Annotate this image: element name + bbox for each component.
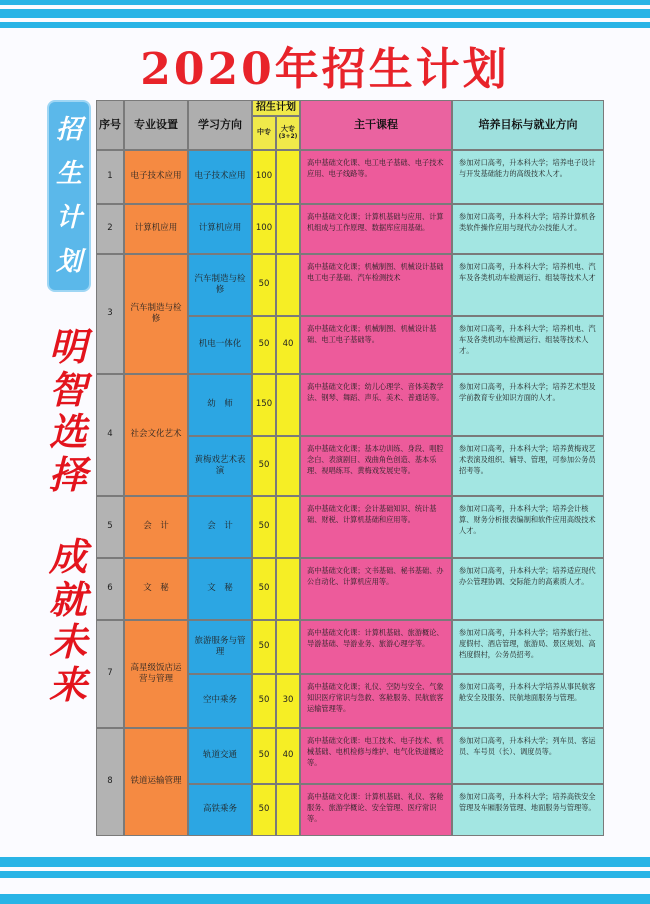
- group-major: 文 秘: [124, 558, 188, 620]
- page-title: 2020年招生计划: [140, 44, 510, 95]
- slogan-achieve-future: [42, 536, 94, 706]
- top-stripe-1: [0, 0, 650, 5]
- slogan-char: 未: [48, 619, 87, 665]
- goals-cell: 参加对口高考，升本科大学；培养适应现代办公管理协调、交际能力的高素质人才。: [452, 558, 604, 620]
- goals-cell: 参加对口高考，升本科大学；培养艺术型及学前教育专业知识方面的人才。: [452, 374, 604, 436]
- courses-cell: 高中基础文化课、电工电子基础、电子技术应用、电子线路等。: [300, 150, 452, 204]
- plan-zz-cell: 50: [252, 620, 276, 674]
- group-major: 电子技术应用: [124, 150, 188, 204]
- header-goals: 培养目标与就业方向: [452, 100, 604, 150]
- plan-dz-cell: [276, 254, 300, 316]
- side-label-char: 划: [55, 247, 82, 277]
- plan-zz-cell: 50: [252, 436, 276, 496]
- group-major: 汽车制造与检修: [124, 254, 188, 374]
- slogan-char: 成: [48, 534, 87, 579]
- slogan-char: 选: [48, 409, 87, 455]
- group-index: 7: [96, 620, 124, 728]
- direction-cell: 高铁乘务: [188, 784, 252, 836]
- header-plan-dz-note: (3+2): [278, 132, 298, 140]
- plan-zz-cell: 50: [252, 316, 276, 374]
- goals-cell: 参加对口高考，升本科大学；培养机电、汽车及各类机动车检测运行、组装等技术人才: [452, 254, 604, 316]
- plan-dz-cell: [276, 496, 300, 558]
- courses-cell: 高中基础文化课：计算机基础、礼仪、客舱服务、旅游学概论、安全管理、医疗常识等。: [300, 784, 452, 836]
- plan-dz-cell: [276, 784, 300, 836]
- slogan-char: 择: [48, 451, 87, 497]
- direction-cell: 机电一体化: [188, 316, 252, 374]
- courses-cell: 高中基础文化课；基本功训练、身段、唱腔念白、表演剧目、戏曲角色创造、基本乐理、视唱练耳、黄梅戏发展史等。: [300, 436, 452, 496]
- plan-dz-cell: [276, 150, 300, 204]
- header-plan-zz: 中专: [252, 116, 276, 150]
- goals-cell: 参加对口高考，升本科大学；培养旅行社、度假村、酒店管理，旅游局、景区规划、高档度假村，公务员招考。: [452, 620, 604, 674]
- plan-dz-cell: [276, 204, 300, 254]
- plan-zz-cell: 50: [252, 254, 276, 316]
- courses-cell: 高中基础文化课：电工技术、电子技术、机械基础、电机检修与维护、电气化铁道概论等。: [300, 728, 452, 784]
- direction-cell: 幼 师: [188, 374, 252, 436]
- header-plan: 招生计划: [252, 100, 300, 116]
- direction-cell: 汽车制造与检修: [188, 254, 252, 316]
- goals-cell: 参加对口高考，升本科大学；培养高铁安全管理及车厢服务管理、地面服务与管理等。: [452, 784, 604, 836]
- plan-dz-cell: [276, 374, 300, 436]
- plan-dz-cell: 30: [276, 674, 300, 728]
- courses-cell: 高中基础文化课；机械制图、机械设计基础、电工电子基础等。: [300, 316, 452, 374]
- goals-cell: 参加对口高考，升本科大学；培养机电、汽车及各类机动车检测运行、组装等技术人才。: [452, 316, 604, 374]
- slogan-char: 明: [48, 324, 87, 369]
- side-label-char: 招: [55, 115, 82, 145]
- side-label-box: [47, 100, 91, 292]
- slogan-char: 智: [48, 366, 87, 412]
- plan-zz-cell: 100: [252, 150, 276, 204]
- header-plan-dz-label: 大专: [281, 124, 295, 133]
- side-label-char: 计: [55, 203, 82, 233]
- header-courses: 主干课程: [300, 100, 452, 150]
- direction-cell: 会 计: [188, 496, 252, 558]
- goals-cell: 参加对口高考，升本科大学；列车员、客运员、车号员（长）、调度员等。: [452, 728, 604, 784]
- courses-cell: 高中基础文化课；计算机基础与应用、计算机组成与工作原理、数据库应用基础。: [300, 204, 452, 254]
- courses-cell: 高中基础文化课；会计基础知识、统计基础、财税、计算机基础和应用等。: [300, 496, 452, 558]
- courses-cell: 高中基础文化课；机械制图、机械设计基础电工电子基础、汽车检测技术: [300, 254, 452, 316]
- group-major: 会 计: [124, 496, 188, 558]
- side-label-char: 生: [55, 159, 82, 189]
- direction-cell: 轨道交通: [188, 728, 252, 784]
- plan-dz-cell: 40: [276, 316, 300, 374]
- direction-cell: 旅游服务与管理: [188, 620, 252, 674]
- goals-cell: 参加对口高考，升本科大学；培养电子设计与开发基础能力的高级技术人才。: [452, 150, 604, 204]
- enrollment-plan-table: [96, 100, 604, 836]
- group-major: 铁道运输管理: [124, 728, 188, 836]
- courses-cell: 高中基础文化课；文书基础、秘书基础、办公自动化、计算机应用等。: [300, 558, 452, 620]
- header-major: 专业设置: [124, 100, 188, 150]
- group-index: 8: [96, 728, 124, 836]
- bottom-stripe-3: [0, 894, 650, 904]
- group-major: 计算机应用: [124, 204, 188, 254]
- group-major: 社会文化艺术: [124, 374, 188, 496]
- slogan-wise-choice: [42, 326, 94, 496]
- goals-cell: 参加对口高考，升本科大学培养从事民航客舱安全及服务、民航地面服务与管理。: [452, 674, 604, 728]
- header-plan-dz: [276, 116, 300, 150]
- plan-dz-cell: [276, 436, 300, 496]
- plan-zz-cell: 50: [252, 674, 276, 728]
- plan-dz-cell: 40: [276, 728, 300, 784]
- top-stripe-2: [0, 9, 650, 18]
- header-direction: 学习方向: [188, 100, 252, 150]
- group-index: 5: [96, 496, 124, 558]
- group-major: 高星级饭店运营与管理: [124, 620, 188, 728]
- bottom-stripe-2: [0, 871, 650, 878]
- goals-cell: 参加对口高考，升本科大学；培养会计核算、财务分析报表编制和软件应用高级技术人才。: [452, 496, 604, 558]
- courses-cell: 高中基础文化课；幼儿心理学、音体美教学法、钢琴、舞蹈、声乐、美术、普通话等。: [300, 374, 452, 436]
- header-index: 序号: [96, 100, 124, 150]
- direction-cell: 电子技术应用: [188, 150, 252, 204]
- plan-zz-cell: 50: [252, 728, 276, 784]
- direction-cell: 计算机应用: [188, 204, 252, 254]
- group-index: 2: [96, 204, 124, 254]
- courses-cell: 高中基础文化课；礼仪、空防与安全、气象知识医疗常识与急救、客舱服务、民航旅客运输管理等。: [300, 674, 452, 728]
- direction-cell: 黄梅戏艺术表演: [188, 436, 252, 496]
- plan-zz-cell: 100: [252, 204, 276, 254]
- plan-zz-cell: 50: [252, 496, 276, 558]
- slogan-char: 来: [48, 661, 87, 707]
- direction-cell: 空中乘务: [188, 674, 252, 728]
- courses-cell: 高中基础文化课：计算机基础、旅游概论、导游基础、导游业务、旅游心理学等。: [300, 620, 452, 674]
- top-stripe-3: [0, 22, 650, 28]
- group-index: 3: [96, 254, 124, 374]
- plan-zz-cell: 50: [252, 558, 276, 620]
- plan-dz-cell: [276, 620, 300, 674]
- group-index: 1: [96, 150, 124, 204]
- slogan-char: 就: [48, 576, 87, 622]
- group-index: 4: [96, 374, 124, 496]
- goals-cell: 参加对口高考，升本科大学；培养黄梅戏艺术表演及组织、辅导、管理，可参加公务员招考等。: [452, 436, 604, 496]
- bottom-stripe-1: [0, 857, 650, 867]
- plan-zz-cell: 50: [252, 784, 276, 836]
- plan-zz-cell: 150: [252, 374, 276, 436]
- plan-dz-cell: [276, 558, 300, 620]
- goals-cell: 参加对口高考，升本科大学；培养计算机各类软件操作应用与现代办公技能人才。: [452, 204, 604, 254]
- direction-cell: 文 秘: [188, 558, 252, 620]
- group-index: 6: [96, 558, 124, 620]
